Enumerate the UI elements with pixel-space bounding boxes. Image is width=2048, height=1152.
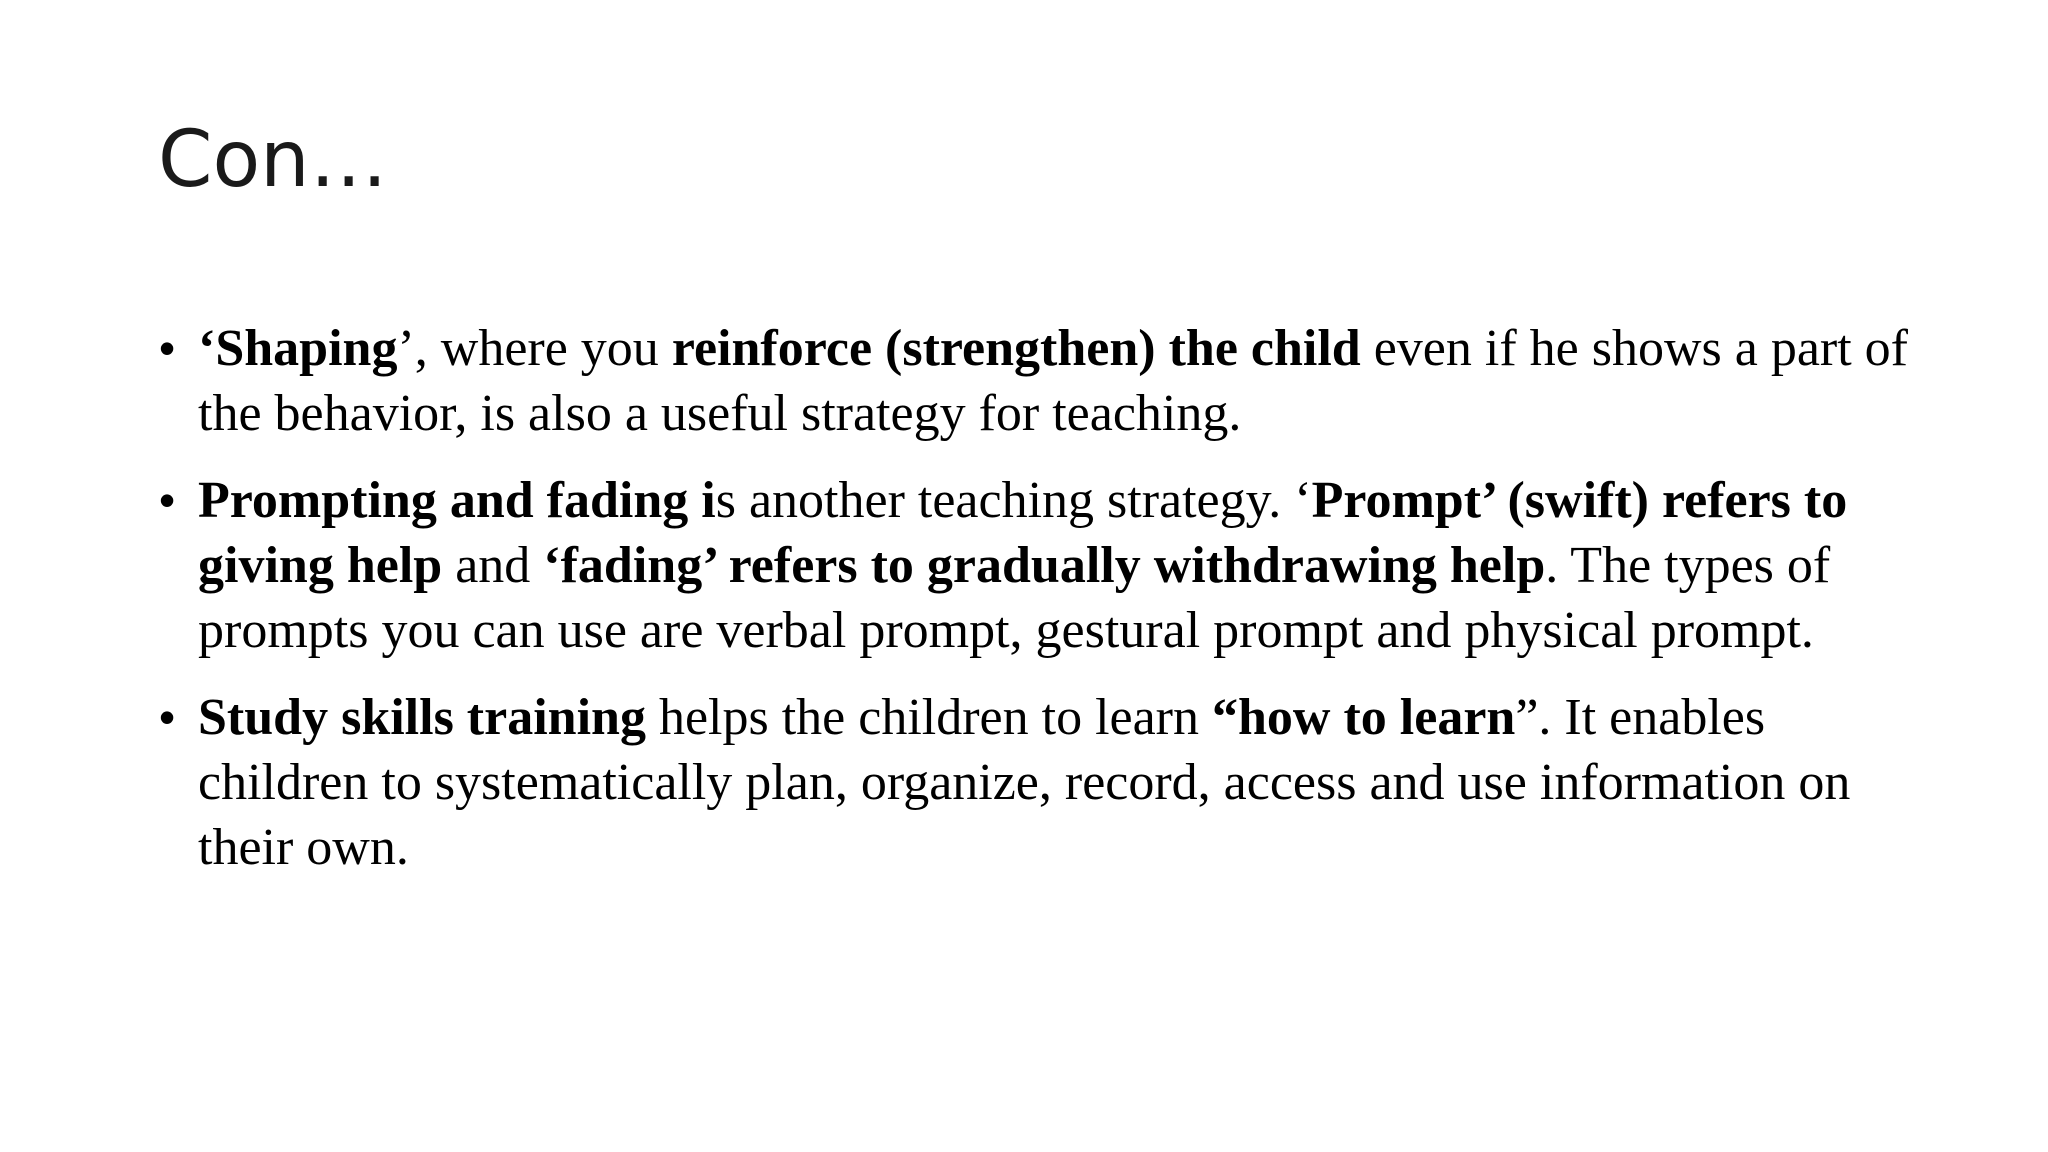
bullet-marker: • <box>159 322 176 374</box>
bold-term: Prompting and fading i <box>198 472 716 529</box>
slide-title: Con… <box>158 115 388 205</box>
bold-term: “how to learn <box>1212 689 1516 746</box>
bold-term: reinforce (strengthen) the child <box>671 320 1361 377</box>
bold-term: Study skills training <box>198 689 646 746</box>
bold-term: ‘Shaping <box>198 320 398 377</box>
text-run: and <box>442 537 544 594</box>
text-run: helps the children to learn <box>645 689 1212 746</box>
text-run: even if he shows a part of the behavior, is also a useful strategy for teaching. <box>198 320 1908 442</box>
bullet-marker: • <box>159 474 176 526</box>
bullet-item-study-skills <box>155 685 1915 880</box>
bullet-text <box>198 320 1908 442</box>
bullet-item-shaping <box>155 316 1915 446</box>
bold-term: Prompt’ (swift) refers to giving help <box>198 472 1848 594</box>
text-run: . The types of prompts you can use are verbal prompt, gestural prompt and physical prompt. <box>198 537 1831 659</box>
text-run: s another teaching strategy. ‘ <box>715 472 1312 529</box>
bullet-list <box>155 316 1915 902</box>
bullet-text <box>198 472 1847 659</box>
text-run: ’, where you <box>397 320 672 377</box>
bullet-text <box>198 689 1850 876</box>
bold-term: ‘fading’ refers to gradually withdrawing help <box>543 537 1546 594</box>
bullet-item-prompting <box>155 468 1915 663</box>
bullet-marker: • <box>159 691 176 743</box>
text-run: ”. It enables children to systematically plan, organize, record, access and use information on their own. <box>198 689 1851 876</box>
